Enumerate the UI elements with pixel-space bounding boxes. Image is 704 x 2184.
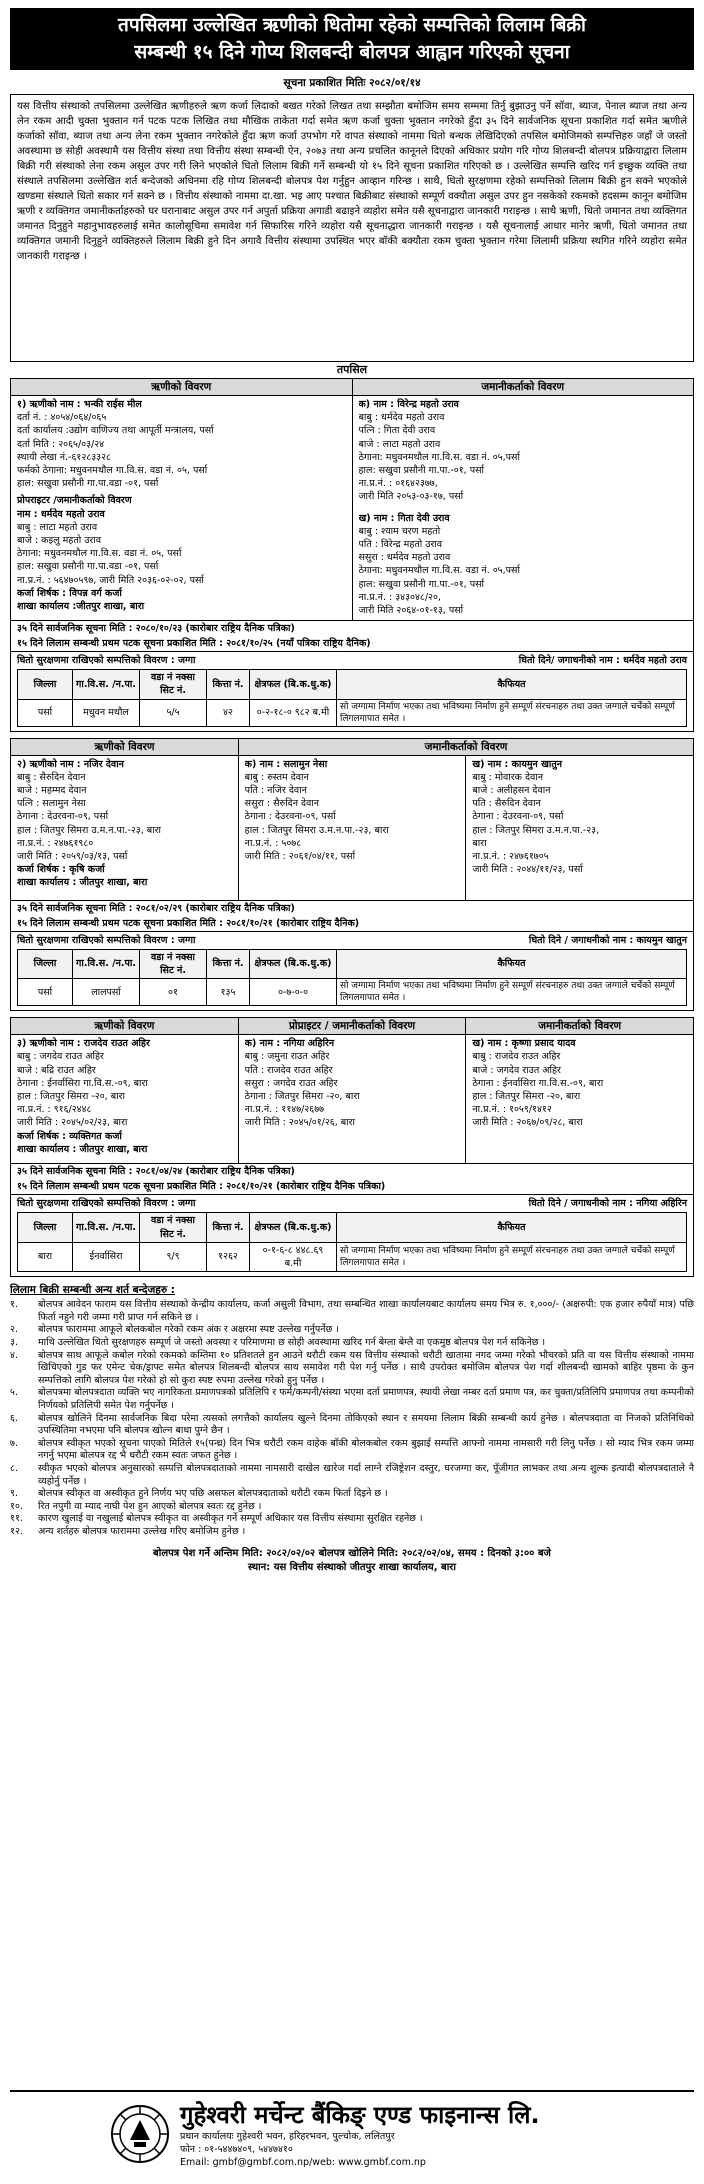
detail-line: बाजे : महम्मद देवान (17, 785, 87, 797)
bank-contact: Email: gmbf@gmbf.com.np/web: www.gmbf.com.np (180, 2156, 426, 2168)
detail-line: ठेगाना : देउरवना-०९, पर्सा (472, 811, 564, 823)
column-header: कैफियत (337, 670, 687, 699)
detail-line: हाल : जितपुर सिमरा -२०, बारा (17, 1091, 125, 1103)
land-table (17, 669, 687, 726)
table-cell: ५/५ (140, 699, 207, 726)
column-header: कैफियत (337, 1213, 687, 1242)
table-cell: सो जग्गामा निर्माण भएका तथा भविष्यमा निर्माण हुने सम्पूर्ण संरचनाहरु तथा उक्त जग्गाले चर्चेको सम्पूर्ण लिगलगापात समेत । (337, 979, 687, 1006)
proprietor-subtitle: प्रोपराइटर /जमानीकर्ताको विवरण (17, 495, 132, 507)
collateral-owner: धितो दिने/ जगाधनीको नाम : धर्मदेव महतो उराव (518, 655, 687, 666)
borrower-header: ऋणीको विवरण (11, 739, 239, 756)
detail-line: बाबु : रुस्तम देवान (244, 771, 309, 783)
table-row (18, 979, 687, 1006)
column-header: क्षेत्रफल (बि.क.धु.क) (250, 1213, 337, 1242)
table-cell: सो जग्गामा निर्माण भएका तथा भविष्यमा निर्माण हुने सम्पूर्ण संरचनाहरु तथा उक्त जग्गाले चर्चेको सम्पूर्ण लिगलगापात समेत । (337, 1242, 687, 1271)
table-cell: ९/९ (140, 1242, 207, 1271)
detail-line: पत्नि : गिता देवी उराव (358, 425, 436, 437)
term-item (10, 1350, 694, 1388)
detail-line: हाल : जितपुर सिमरा उ.म.न.पा.-२३, बारा (244, 824, 389, 836)
detail-line: ख) नाम : गिता देवी उराव (358, 512, 450, 524)
detail-line: ३) ऋणीको नाम : राजदेव राउत अहिर (17, 1038, 150, 1050)
notice-35-day: ३५ दिने सार्वजनिक सूचना मिति : २०८०/१०/२३ (कारोबार राष्ट्रिय दैनिक पत्रिका) (11, 620, 693, 636)
detail-line: ठेगाना: मधुवनमथौल गा.वि.स. वडा नं. ०५,पर्सा (358, 451, 520, 463)
detail-line: दर्ता नं. : ४०५४/०६४/०६५ (17, 412, 107, 424)
detail-line: दर्ता कार्यालय :उद्योग वाणिज्य तथा आपूर्ती मन्त्रालय, पर्सा (17, 425, 214, 437)
column-header: वडा नं नक्सा सिट नं. (140, 1213, 207, 1242)
detail-line: ख) नाम : कायमुन खातुन (472, 758, 563, 770)
detail-line: पति : राजदेव राउत अहिर (244, 1064, 333, 1076)
notice-15-day: १५ दिने लिलाम सम्बन्धी प्रथम पटक सूचना प्रकाशित मिति : २०८१/१०/२५ (नयाँ पत्रिका राष्ट्रिय दैनिक) (17, 638, 371, 649)
column-header: कित्ता नं. (207, 1213, 250, 1242)
term-text: बोलपत्र खोलिने दिनमा सार्वजनिक बिदा परेमा त्यसको लगत्तैको कार्यालय खुल्ने दिनमा तोकिएको स्थान र समयमा लिलाम बिक्री सम्बन्धी कार्य हुनेछ । बोलपत्रदाता वा निजको प्रतिनिधिको उपस्थितिमा नभएमा पनि बोलपत्र खोल्न बाधा पुग्ने छैन । (38, 1412, 694, 1437)
term-item (10, 1463, 694, 1488)
detail-line: ठेगाना : जितपुर सिमरा -२०, बारा (244, 1091, 360, 1103)
notice-title-banner (10, 8, 694, 70)
table-cell: मधुवन मथौल (73, 699, 140, 726)
guarantor-header: जमानीकर्ताको विवरण (353, 379, 694, 396)
collateral-owner: धितो दिने / जगाधनीको नाम : नगिया अहिरिन (528, 1198, 687, 1210)
detail-line: बाजे : जगदेव राउत अहिर (472, 1064, 561, 1076)
table-cell: पर्सा (18, 979, 73, 1006)
detail-line: हाल: सखुवा प्रसौनी गा.पा.वडा -०१, पर्सा (17, 478, 159, 490)
borrower-details (11, 396, 353, 620)
term-number: ९. (10, 1488, 18, 1500)
term-number: ६. (10, 1412, 18, 1424)
detail-line: बारा (472, 837, 487, 849)
detail-line: पति : सैरुदिन देवान (472, 798, 541, 810)
detail-line: ख) नाम : कृष्णा प्रसाद यादव (472, 1038, 576, 1050)
term-number: ५. (10, 1387, 18, 1399)
table-cell: १२६२ (207, 1242, 250, 1271)
detail-line: ना.प्र.नं. : ३४३०४८/२०, (358, 591, 441, 603)
loan-section-1 (10, 378, 694, 732)
bank-name: गुहेश्वरी मर्चेन्ट बैंकिङ् एण्ड फाइनान्स लि. (180, 2100, 540, 2129)
guarantor-details (353, 396, 694, 620)
title-line-1: तपसिलमा उल्लेखित ऋणीको धितोमा रहेको सम्पत्तिको लिलाम बिक्री (118, 14, 586, 36)
notice-35-day: ३५ दिने सार्वजनिक सूचना मिति : २०८१/०२/२९ (कारोबार राष्ट्रिय दैनिक पत्रिका) (11, 900, 693, 916)
guarantor-kha-details (466, 756, 693, 900)
borrower-details (11, 756, 239, 900)
column-header: वडा नं नक्सा सिट नं. (140, 670, 207, 699)
detail-line: स्थायी लेखा नं.-६१२८३३२८ (17, 451, 111, 463)
detail-line: दर्ता मिति : २०६५/०३/२४ (17, 438, 105, 450)
column-header: गा.वि.स. /न.पा. (73, 1213, 140, 1242)
detail-line: ना.प्र.नं. : २४७६१७०५ (472, 851, 549, 863)
detail-line: ठेगाना: मधुवनमथौल गा.वि.स. वडा नं. ०५, पर्सा (17, 548, 182, 560)
detail-line: जारी मिति : २०४५/०२/२३, बारा (17, 1117, 128, 1129)
detail-line: हाल: सखुवा प्रसौनी गा.पा.-०१, पर्सा (358, 578, 484, 590)
guarantor-ka-details (239, 756, 467, 900)
term-text: अन्य शर्तहरु बोलपत्र फाराममा उल्लेख गरिए बमोजिम हुनेछ । (38, 1525, 246, 1537)
term-item (10, 1526, 694, 1539)
table-cell: पर्सा (18, 699, 73, 726)
column-header: कैफियत (337, 949, 687, 978)
collateral-type: धितो सुरक्षणमा राखिएको सम्पत्तिको विवरण : जग्गा (17, 655, 196, 666)
term-item (10, 1387, 694, 1412)
detail-line: ससुरा : सैरुदिन देवान (244, 798, 320, 810)
detail-line: बाबु : श्याम चरण महतो (358, 525, 441, 537)
column-header: जिल्ला (18, 949, 73, 978)
detail-line: जारी मिति : २०६७/०९/२८, बारा (472, 1117, 583, 1129)
bank-footer (10, 2090, 694, 2176)
term-text: स्वीकृत भएको बोलपत्र अनुसारको सम्पत्ति बोलपत्रदाताको नाममा नामसारी दाखेल खारेज गर्दा लाग्ने रजिष्ट्रेशन दस्तुर, घरजग्गा कर, पूँजीगत लाभकर तथा अन्य शुल्क इत्यादी बोलपत्रदाताले नै व्यहोर्नु पर्नेछ । (38, 1462, 694, 1487)
branch-office: शाखा कार्यालय : जीतपुर शाखा, बारा (17, 1143, 148, 1155)
branch-office: शाखा कार्यालय :जीतपुर शाखा, बारा (17, 601, 145, 613)
detail-line: ना.प्र.नं. : ९१६/२४४८ (17, 1104, 92, 1116)
term-number: ७. (10, 1437, 18, 1449)
detail-line: ठेगाना : देउरवना-०९, पर्सा (244, 811, 336, 823)
term-text: माथि उल्लेखित धितो सुरक्षणहरु सम्पूर्ण जे जस्तो अवस्था र परिमाणमा छ सोही अवस्थामा खरिद गर्न बेग्ला बेग्लै वा एकमुष्ठ बोलपत्र पेश गर्न सकिनेछ । (38, 1337, 546, 1349)
detail-line: ना.प्र.नं. : २४७६१९८० (17, 837, 94, 849)
column-header: वडा नं नक्सा सिट नं. (140, 949, 207, 978)
bid-location: स्थान: यस वित्तीय संस्थाको जीतपुर शाखा कार्यालय, बारा (248, 1561, 456, 1573)
loan-section-3 (10, 1017, 694, 1277)
term-text: बोलपत्रमा बोलपत्रदाता व्यक्ति भए नागरिकता प्रमाणपत्रको प्रतिलिपि र फर्म/कम्पनी/संस्था भएमा दर्ता प्रमाणपत्र, स्थायी लेखा नम्बर दर्ता प्रमाण पत्र, कर चुक्ता/प्रतिलिपि प्रमाणपत्र तथा कम्पनीको निर्णयको प्रतिलिपी समेत पेश गर्नुपर्नेछ । (38, 1387, 694, 1411)
detail-line: १) ऋणीको नाम : भन्की राईस मील (17, 399, 142, 410)
land-table (17, 949, 687, 1006)
table-cell: ०-१-६-८ ४४८.६९ ब.मी (250, 1242, 337, 1271)
detail-line: ना.प्र.नं. : १०५९/१४१२ (472, 1104, 552, 1116)
term-item (10, 1488, 694, 1501)
term-text: बोलपत्र फाराममा आफूले बोलकबोल गरेको रकम अंक र अक्षरमा स्पष्ट उल्लेख गर्नुपर्नेछ । (38, 1324, 339, 1336)
terms-title: लिलाम बिक्री सम्बन्धी अन्य शर्त बन्देजहरु : (10, 1284, 175, 1297)
detail-line: बाजे : अलीहसन देवान (472, 785, 551, 797)
notice-15-day: १५ दिने लिलाम सम्बन्धी प्रथम पटक सूचना प्रकाशित मिति : २०८१/१०/२१ (कारोबार राष्ट्रिय दैनिक पत्रिका) (17, 1181, 386, 1193)
term-item (10, 1501, 694, 1514)
table-cell: बारा (18, 1242, 73, 1271)
detail-line: ससुरा : धर्मदेव महतो उराव (358, 552, 451, 564)
term-number: १२. (10, 1525, 23, 1537)
detail-line: ठेगाना: मधुवनमथौल गा.वि.स. वडा नं. ०५,पर्सा (358, 565, 520, 577)
proprietor-details (239, 1035, 467, 1163)
column-header: जिल्ला (18, 670, 73, 699)
term-item (10, 1299, 694, 1324)
detail-line: बाबु : जगदेव राउत अहिर (17, 1051, 104, 1063)
loan-section-2 (10, 738, 694, 1012)
column-header: क्षेत्रफल (बि.क.धु.क) (250, 670, 337, 699)
detail-line: ना.प्र.नं. : ५६४७०५९७, जारी मिति २०३६-०२-०२, पर्सा (17, 574, 204, 586)
term-text: बोलपत्र आवेदन फाराम यस वित्तीय संस्थाको केन्द्रीय कार्यालय, कर्जा असुली विभाग, तथा सम्बन्धित शाखा कार्यालयबाट कार्यालय समय भित्र रु. १,०००/- (अक्षरुपी: एक हजार रुपैयाँ मात्र) पछि फिर्ता नहुने गरी जम्मा गरी प्राप्त गर्न सकिने छ । (38, 1299, 694, 1323)
table-cell: ०१ (140, 979, 207, 1006)
detail-line: बाजे : बद्रि राउत अहिर (17, 1064, 96, 1076)
collateral-type: धितो सुरक्षणमा राखिएको सम्पत्तिको विवरण : जग्गा (17, 1198, 196, 1210)
detail-line: हाल: सखुवा प्रसौनी गा.पा.वडा -०१, पर्सा (17, 561, 159, 573)
detail-line: जारी मिति २०५३-०३-१७, पर्सा (358, 491, 464, 503)
terms-section (10, 1283, 694, 1538)
detail-line: जारी मिति : २०५९/०३/१३, पर्सा (17, 851, 128, 863)
borrower-details (11, 1035, 239, 1163)
bid-deadline: बोलपत्र पेश गर्ने अन्तिम मिति: २०८२/०२/०२ बोलपत्र खोलिने मिति: २०८२/०२/०४, समय : दिनको ३:०० बजे (153, 1547, 551, 1559)
table-row (18, 699, 687, 726)
term-number: ८. (10, 1462, 18, 1474)
title-line-2: सम्बन्धी १५ दिने गोप्य शिलबन्दी बोलपत्र आह्वान गरिएको सूचना (134, 41, 570, 63)
table-cell: लालपर्सा (73, 979, 140, 1006)
land-table (17, 1212, 687, 1272)
detail-line: ठेगाना : ईनर्वासिरा गा.वि.स.-०९, बारा (17, 1077, 148, 1089)
term-number: १. (10, 1299, 18, 1311)
detail-line: बाबु : जमुना राउत अहिर (244, 1051, 330, 1063)
detail-line: बाबु : राजदेव राउत अहिर (472, 1051, 561, 1063)
detail-line: ठेगाना : ईनर्वासिरा गा.वि.स.-०९, बारा (472, 1077, 604, 1089)
term-number: १०. (10, 1500, 23, 1512)
detail-line: ना.प्र.नं. : ११४७/२६७७ (244, 1104, 325, 1116)
column-header: कित्ता नं. (207, 949, 250, 978)
publication-date: सूचना प्रकाशित मितिः २०८२/०१/१४ (283, 77, 421, 89)
detail-line: जारी मिति : २०६१/०४/११, पर्सा (244, 851, 356, 863)
proprietor-header: प्रोप्राइटर / जमानीकर्ताको विवरण (239, 1018, 467, 1035)
detail-line: फर्मको ठेगाना: मधुवनमथौल गा.वि.स. वडा नं. ०५, पर्सा (17, 465, 208, 477)
detail-line: क) नाम : विरेन्द्र महतो उराव (358, 399, 459, 410)
collateral-owner: धितो दिने / जगाधनीको नाम : कायमुन खातुन (528, 934, 687, 946)
column-header: जिल्ला (18, 1213, 73, 1242)
detail-line: नाम : धर्मदेव महतो उराव (17, 508, 105, 520)
column-header: क्षेत्रफल (बि.क.धु.क) (250, 949, 337, 978)
term-item (10, 1513, 694, 1526)
column-header: कित्ता नं. (207, 670, 250, 699)
term-item (10, 1438, 694, 1463)
detail-line: २) ऋणीको नाम : नजिर देवान (17, 758, 124, 770)
term-item (10, 1413, 694, 1438)
detail-line: पति : नजिर देवान (244, 785, 307, 797)
detail-line: बाबु : मोवारक देवान (472, 771, 544, 783)
collateral-type: धितो सुरक्षणमा राखिएको सम्पत्तिको विवरण : जग्गा (17, 934, 196, 946)
notice-15-day: १५ दिने लिलाम सम्बन्धी प्रथम पटक सूचना प्रकाशित मिति : २०८१/१०/२१ (कारोबार राष्ट्रिय दैनिक) (17, 917, 360, 929)
loan-head: कर्जा शिर्षक : व्यक्तिगत कर्जा (17, 1130, 122, 1142)
detail-line: जारी मिति : २०४४/११/२३, पर्सा (472, 864, 583, 876)
term-text: बोलपत्र स्वीकृत भएको सूचना पाएको मितिले १५(पन्ध्र) दिन भित्र धरौटी रकम वाहेक बाँकी बोलकबोल रकम बुझाई सम्पत्ति आफ्नो नाममा नामसारी गरी लिनु पर्नेछ । सो म्याद भित्र रकम जम्मा नगर्नु भएमा बोलपत्र रद्द भै धरौटी रकम स्वतः जफत हुनेछ । (38, 1437, 694, 1462)
loan-head: कर्जा शिर्षक : विपन्न वर्ग कर्जा (17, 587, 122, 599)
detail-line: हाल : जितपुर सिमरा -२०, बारा (472, 1091, 581, 1103)
table-row (18, 1242, 687, 1271)
detail-line: ना.प्र.नं. : ५०७८ (244, 837, 302, 849)
intro-paragraph: यस वित्तीय संस्थाको तपसिलमा उल्लेखित ऋणीहरुले ऋण कर्जा लिदाको बखत गरेको लिखत तथा सम्झौता बमोजिम समय सम्ममा तिर्नु बुझाउनु पर्ने सॉवा, ब्याज, पेनाल ब्याज तथा अन्य लेन रकम आदी चुक्ता भुक्तान गर्न पटक पटक लिखित तथा मौखिक ताकेता गर्दा समेत ऋण कर्जा चुक्ता भुक्तान नगरेको हुँदा ३५ दिने सार्वजनिक सूचना प्रकाशित गर्दा समेत ऋणीले कर्जाको सॉवा, ब्याज तथा अन्य लेना रकम भुक्तान नगरेकोले हुँदा ऋण कर्जा उपभोग गरे वापत संस्थाको नाममा धितो बन्धक लेखिदिएको तपसिल बमोजिमको सम्पत्तिहरु जहाँ जे जस्तो अवस्थामा छ सोही अवस्थामै यस वित्तीय संस्था तथा वित्तीय संस्था सम्बन्धी ऐन, २०७३ तथा अन्य प्रचलित कानूनले दिएको अधिकार प्रयोग गरि गोप्य शिलबन्दी बोलपत्र प्रक्रियाद्वारा लिलाम बिक्री गरी संस्थाको लेना रकम असुल उपर गरी लिने भएकोले धितो लिलाम बिक्री गर्ने सम्बन्धी यो १५ दिने सूचना प्रकाशित गरिएको छ । उल्लेखित सम्पत्ति खरिद गर्न इच्छुक व्यक्ति तथा संस्थाले तपसिलमा उल्लेखित शर्त बन्देजको अधिनमा रहि गोप्य शिलबन्दी बोलपत्र पेश गर्नुहुन आव्हान गरिन्छ । साथै, धितो सुरक्षणमा रहेको सम्पत्तिको लिलाम बिक्री हुन सक्ने भएकोले खण्डमा संस्थाले धितो सकार गर्न सक्ने छ । वित्तीय संस्थाको नाममा दा.खा. भइ आए पश्चात बिक्रीबाट संस्थाको सम्पूर्ण वक्यौता असुल उपर हुन नसकेको रकमको हदसम्म कानून बमोजिम ऋणी र व्यक्तिगत जमानीकर्ताहरुको घर घरानाबाट असुल उपर गर्न अपुर्ता प्रक्रिया अगाडी बढाइने व्यहोरा समेत यसै सूचनाद्वारा जानकारी गराइन्छ । साथै ऋणी, धितो जमानत तथा व्यक्तिगत जमानत दिनुहुने महानुभावहरुलाई समेत कालोसूचिमा समावेश गर्न सिफारिस गरिने व्यहोरा यसै सूचनाद्धारा जानकारी गराइन्छ । यसै सूचनालाई आधार मानेर ऋणी, धितो जमानत तथा व्यक्तिगत जमानी दिनुहुने व्यक्तिहरुले लिलाम बिक्री हुने दिन अगावै वित्तीय संस्थामा उपस्थित भएर बॉकी बक्यौता रकम चुक्ता भुक्तान गरेमा लिलामी प्रक्रिया स्थगित गरिने व्यहोरा समेत जानकारी गराइन्छ । (10, 94, 694, 362)
detail-line: बाबु : लाटा महतो उराव (17, 521, 98, 533)
table-cell: सो जग्गामा निर्माण भएका तथा भविष्यमा निर्माण हुने सम्पूर्ण संरचनाहरु तथा उक्त जग्गाले चर्चेको सम्पूर्ण लिगलगापात समेत । (337, 699, 687, 726)
term-text: बोलपत्र साथ आफूले कबोल गरेको रकमको कम्तिमा १० प्रतिशतले हुन आउने धरौटी रकम यस वित्तीय संस्थाको धरौटी खातामा नगद जम्मा गरेको भौचरको प्रति वा यस वित्तीय संस्थाको नाममा खिचिएको गुड फर एमेन्ट चेक/ड्राफ्ट समेत बोलपत्र शिलबन्दी बोलपत्र साथ समावेश गरी पेश गर्नु पर्नेछ । साथै उपरोक्त बमोजिम बोलपत्र पेश गर्दा शीलबन्दी खामको बाहिर पृष्ठमा के कुन सम्पत्तिको लागि बोलपत्र पेश गरेको हो सो कुरा स्पष्ट रुपमा उल्लेख गरेको हुनु पर्नेछ । (38, 1349, 694, 1386)
table-cell: १३५ (207, 979, 250, 1006)
term-number: ४. (10, 1349, 18, 1361)
borrower-header: ऋणीको विवरण (11, 379, 353, 396)
table-cell: ईनर्वासिरा (73, 1242, 140, 1271)
detail-line: क) नाम : सलामुन नेसा (244, 758, 328, 770)
detail-line: क) नाम : नगिया अहिरिन (244, 1038, 335, 1050)
detail-line: ना.प्र.नं. : ०१६४२३७७, (358, 478, 438, 490)
detail-line: बाजे : कइलु महतो उराव (17, 535, 102, 547)
detail-line: हाल: सखुवा प्रसौनी गा.पा.-०१, पर्सा (358, 465, 484, 477)
bank-address: प्रधान कार्यालयः गुहेश्वरी भवन, हरिहरभवन, पुल्चोक, ललितपुर (180, 2130, 395, 2142)
detail-line: जारी मिति २०६४-०१-१३, पर्सा (358, 605, 464, 617)
term-text: रित नपुगी वा म्याद नाघी पेश हुन आएको बोलपत्र स्वतः रद्द हुनेछ । (38, 1500, 262, 1512)
table-cell: ०-७-०-० (250, 979, 337, 1006)
detail-line: बाजे : लाटा महतो उराव (358, 438, 441, 450)
term-item (10, 1324, 694, 1337)
guarantor-header: जमानीकर्ताको विवरण (466, 1018, 693, 1035)
term-number: ११. (10, 1513, 23, 1525)
term-text: बोलपत्र स्वीकृत वा अस्वीकृत हुने निर्णय भए पछि असफल बोलपत्रदाताको धरौटी रकम फिर्ता दिइने छ । (38, 1488, 388, 1500)
guarantor-kha-details (466, 1035, 693, 1163)
detail-line: पति : विरेन्द्र महतो उराव (358, 539, 443, 551)
detail-line: हाल : जितपुर सिमरा उ.म.न.पा.-२३, बारा (17, 824, 162, 836)
borrower-header: ऋणीको विवरण (11, 1018, 239, 1035)
detail-line: बाबु : धर्मदेव महतो उराव (358, 412, 445, 424)
detail-line: ठेगाना : देउरवना-०९, पर्सा (17, 811, 109, 823)
term-number: ३. (10, 1337, 18, 1349)
detail-line: पत्नि : सलामुन नेसा (17, 798, 86, 810)
guarantor-header: जमानीकर्ताको विवरण (239, 739, 693, 756)
term-item (10, 1337, 694, 1350)
schedule-label: तपसिल (336, 363, 368, 376)
loan-head: कर्जा शिर्षक : कृषि कर्जा (17, 864, 105, 876)
table-cell: ०-२-१८-० ९८२ ब.मी (250, 699, 337, 726)
bank-phone: फोन : ०१-५४४७४०९, ५४४७४१० (180, 2143, 293, 2155)
bank-logo-icon (110, 2104, 170, 2164)
notice-35-day: ३५ दिने सार्वजनिक सूचना मिति : २०८१/०४/२४ (कारोबार राष्ट्रिय दैनिक पत्रिका) (11, 1163, 693, 1179)
column-header: गा.वि.स. /न.पा. (73, 670, 140, 699)
term-number: २. (10, 1324, 18, 1336)
term-text: कारण खुलाई वा नखुलाई बोलपत्र स्वीकृत वा अस्वीकृत गर्ने सम्पूर्ण अधिकार यस वित्तीय संस्थामा सुरक्षित रहनेछ । (38, 1513, 423, 1525)
detail-line: हाल : जितपुर सिमरा उ.म.न.पा.-२३, (472, 824, 600, 836)
detail-line: ससुरा : जगदेव राउत अहिर (244, 1077, 338, 1089)
detail-line: बाबु : सैरुदिन देवान (17, 771, 86, 783)
branch-office: शाखा कार्यालय : जीतपुर शाखा, बारा (17, 877, 148, 889)
table-cell: ४२ (207, 699, 250, 726)
detail-line: जारी मिति : २०४५/०१/२६, बारा (244, 1117, 355, 1129)
column-header: गा.वि.स. /न.पा. (73, 949, 140, 978)
